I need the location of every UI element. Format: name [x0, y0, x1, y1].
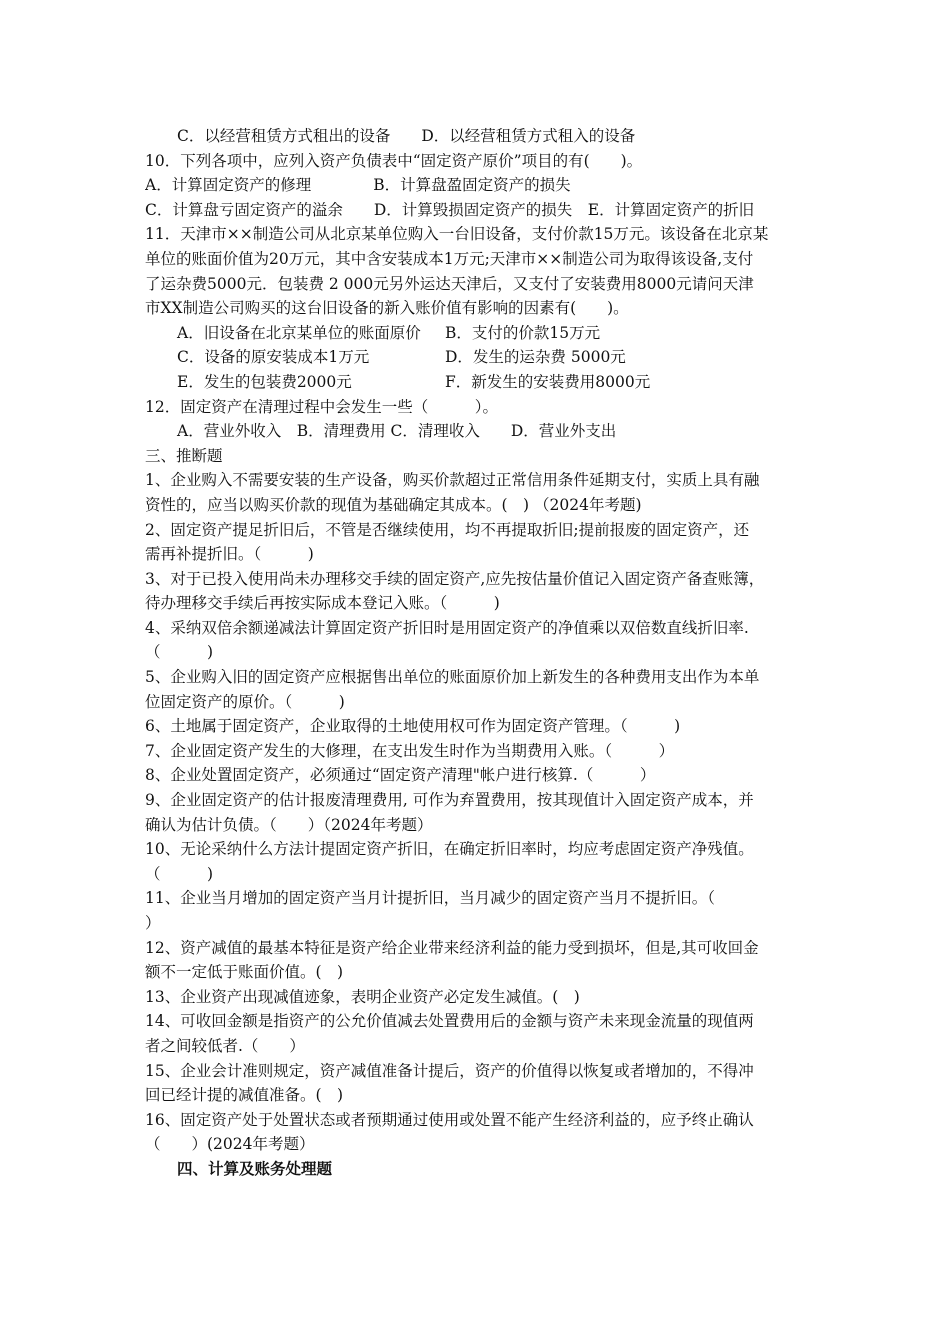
judgment-line: 14、可收回金额是指资产的公允价值减去处置费用后的金额与资产未来现金流量的现值两 — [145, 1012, 754, 1031]
question-11-line: 了运杂费5000元．包装费 2 000元另外运达天津后，又支付了安装费用8000元请问天津 — [145, 274, 754, 293]
judgment-list — [145, 468, 813, 1157]
judgment-line: 6、土地属于固定资产，企业取得的土地使用权可作为固定资产管理。（ ) — [145, 717, 681, 736]
option-line: A．计算固定资产的修理 B．计算盘盈固定资产的损失 — [145, 176, 571, 195]
q11-option: D．发生的运杂费 5000元 — [445, 348, 626, 367]
q11-option: A．旧设备在北京某单位的账面原价 — [177, 323, 421, 342]
q11-option: E．发生的包装费2000元 — [177, 372, 352, 391]
judgment-line: （ ）(2024年考题） — [145, 1135, 315, 1154]
question-12: 12．固定资产在清理过程中会发生一些（ ）。 — [145, 397, 498, 416]
q11-option: F．新发生的安装费用8000元 — [445, 372, 651, 391]
section-heading-4: 四、计算及账务处理题 — [177, 1158, 333, 1178]
q12-options: A．营业外收入 B．清理费用 C．清理收入 D．营业外支出 — [177, 422, 617, 441]
judgment-line: 1、企业购入不需要安装的生产设备，购买价款超过正常信用条件延期支付，实质上具有融 — [145, 471, 760, 490]
judgment-line: 回已经计提的减值准备。( ) — [145, 1086, 344, 1105]
judgment-line: 资性的，应当以购买价款的现值为基础确定其成本。( ) （2024年考题) — [145, 495, 642, 514]
question-10: 10．下列各项中，应列入资产负债表中“固定资产原价”项目的有( )。 — [145, 151, 643, 170]
judgment-line: 16、固定资产处于处置状态或者预期通过使用或处置不能产生经济利益的，应予终止确认 — [145, 1110, 754, 1129]
q11-option: B．支付的价款15万元 — [445, 323, 601, 342]
judgment-line: 9、企业固定资产的估计报废清理费用, 可作为弃置费用，按其现值计入固定资产成本，并 — [145, 791, 754, 810]
judgment-line: 者之间较低者.（ ） — [145, 1036, 305, 1055]
judgment-line: 15、企业会计准则规定，资产减值准备计提后，资产的价值得以恢复或者增加的，不得冲 — [145, 1061, 754, 1080]
q11-option-row — [145, 370, 813, 395]
judgment-line: 10、无论采纳什么方法计提固定资产折旧，在确定折旧率时，均应考虑固定资产净残值。 — [145, 840, 754, 859]
judgment-line: （ ) — [145, 643, 214, 662]
judgment-line: 待办理移交手续后再按实际成本登记入账。（ ) — [145, 594, 500, 613]
judgment-line: 12、资产减值的最基本特征是资产给企业带来经济利益的能力受到损坏，但是,其可收回金 — [145, 938, 759, 957]
judgment-line: 2、固定资产提足折旧后，不管是否继续使用，均不再提取折旧;提前报废的固定资产，还 — [145, 520, 750, 539]
judgment-line: 需再补提折旧。（ ) — [145, 545, 314, 564]
judgment-line: 4、采纳双倍余额递减法计算固定资产折旧时是用固定资产的净值乘以双倍数直线折旧率. — [145, 618, 749, 637]
judgment-line: （ ) — [145, 864, 214, 883]
q11-option: C．设备的原安装成本1万元 — [177, 348, 370, 367]
judgment-line: 确认为估计负债。（ ）（2024年考题） — [145, 815, 433, 834]
judgment-line: 13、企业资产出现减值迹象，表明企业资产必定发生减值。( ) — [145, 987, 580, 1006]
question-11-line: 市XX制造公司购买的这台旧设备的新入账价值有影响的因素有( )。 — [145, 299, 629, 318]
question-11-line: 单位的账面价值为20万元，其中含安装成本1万元;天津市××制造公司为取得该设备,支付 — [145, 249, 754, 268]
judgment-line: 3、对于已投入使用尚未办理移交手续的固定资产,应先按估量价值记入固定资产备查账簿， — [145, 569, 765, 588]
option-line: C．以经营租赁方式租出的设备 D．以经营租赁方式租入的设备 — [177, 127, 636, 145]
q11-option-row — [145, 345, 813, 370]
judgment-line: 11、企业当月增加的固定资产当月计提折旧，当月减少的固定资产当月不提折旧。（ — [145, 889, 715, 908]
option-line: C．计算盘亏固定资产的溢余 D．计算毁损固定资产的损失 E．计算固定资产的折旧 — [145, 200, 755, 219]
judgment-line: 7、企业固定资产发生的大修理，在支出发生时作为当期费用入账。（ ） — [145, 741, 675, 760]
question-11-line: 11．天津市××制造公司从北京某单位购入一台旧设备，支付价款15万元。该设备在北京某 — [145, 225, 769, 244]
document-page — [145, 124, 813, 1182]
judgment-line: ） — [145, 914, 161, 932]
judgment-line: 位固定资产的原价。（ ) — [145, 692, 345, 711]
judgment-line: 额不一定低于账面价值。( ) — [145, 963, 344, 982]
q11-option-row — [145, 321, 813, 346]
judgment-line: 8、企业处置固定资产，必须通过“固定资产清理"帐户进行核算.（ ） — [145, 766, 656, 785]
section-heading-3: 三、推断题 — [145, 446, 223, 465]
judgment-line: 5、企业购入旧的固定资产应根据售出单位的账面原价加上新发生的各种费用支出作为本单 — [145, 668, 760, 687]
